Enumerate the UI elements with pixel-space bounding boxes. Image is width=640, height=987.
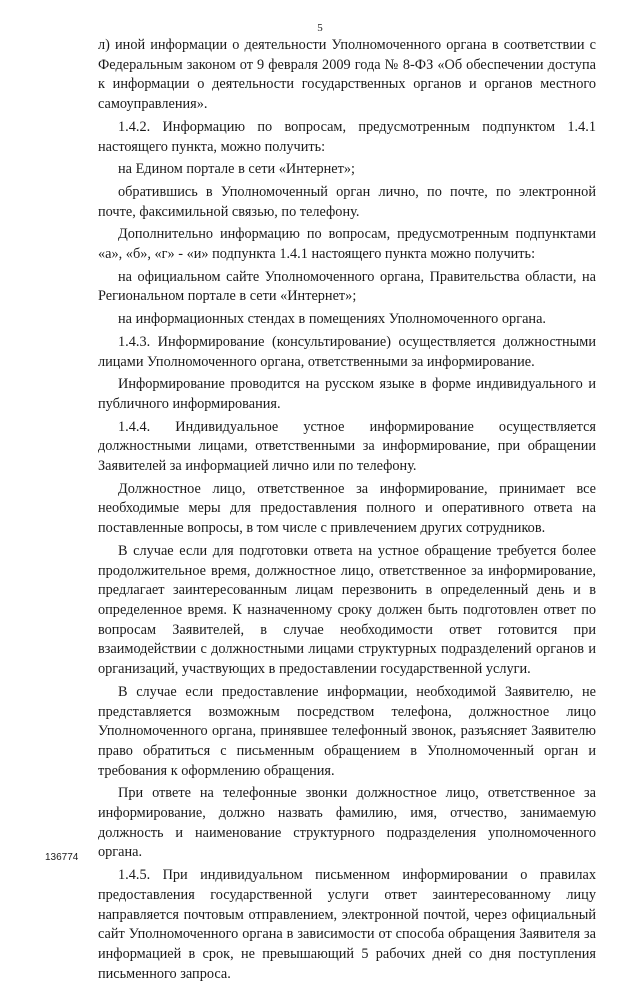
paragraph-1-4-2: 1.4.2. Информацию по вопросам, предусмотренным подпунктом 1.4.1 настоящего пункта, можно получить: <box>98 118 596 155</box>
paragraph-item-l: л) иной информации о деятельности Уполномоченного органа в соответствии с Федеральным законом от 9 февраля 2009 года № 8-ФЗ «Об обеспечении доступа к информации о деятельности государственных органов и органов местного самоуправления». <box>98 37 596 113</box>
paragraph-1-4-5: 1.4.5. При индивидуальном письменном информировании о правилах предоставления государственной услуги ответ заинтересованному лицу направляется почтовым отправлением, электронной почтой, через официальный сайт Уполномоченного органа в зависимости от способа обращения Заявителя за информацией в срок, не превышающий 5 рабочих дней со дня поступления письменного запроса. <box>98 867 596 982</box>
paragraph-phone-calls: При ответе на телефонные звонки должностное лицо, ответственное за информирование, должно назвать фамилию, имя, отчество, занимаемую должность и наименование структурного подразделения уполномоченного органа. <box>98 785 596 861</box>
paragraph-1-4-4: 1.4.4. Индивидуальное устное информирование осуществляется должностными лицами, ответственными за информирование, при обращении Заявителей за информацией лично или по телефону. <box>98 418 596 475</box>
paragraph-unified-portal: на Едином портале в сети «Интернет»; <box>118 161 355 178</box>
paragraph-official-measures: Должностное лицо, ответственное за информирование, принимает все необходимые меры для предоставления полного и оперативного ответа на поставленные вопросы, в том числе с привлечением других сотрудников. <box>98 480 596 537</box>
paragraph-official-site: на официальном сайте Уполномоченного органа, Правительства области, на Региональном портале в сети «Интернет»; <box>98 268 596 305</box>
paragraph-written-appeal: В случае если предоставление информации, необходимой Заявителю, не представляется возможным посредством телефона, должностное лицо Уполномоченного органа, принявшее телефонный звонок, разъясняет Заявителю право обратиться с письменным обращением в Уполномоченный орган и требования к оформлению обращения. <box>98 683 596 779</box>
paragraph-info-stands: на информационных стендах в помещениях Уполномоченного органа. <box>118 311 546 328</box>
paragraph-language: Информирование проводится на русском языке в форме индивидуального и публичного информирования. <box>98 376 596 412</box>
document-body <box>98 36 596 987</box>
footer-code: 136774 <box>45 852 79 863</box>
paragraph-callback: В случае если для подготовки ответа на устное обращение требуется более продолжительное время, должностное лицо, ответственное за информирование, предлагает заинтересованным лицам перезвонить в определенный день и в определенное время. К назначенному сроку должен быть подготовлен ответ по вопросам Заявителей, в случае необходимости ответ готовится при взаимодействии с должностными лицами структурных подразделений органов и организаций, участвующих в предоставлении государственной услуги. <box>98 542 596 678</box>
paragraph-additional-info: Дополнительно информацию по вопросам, предусмотренным подпунктами «а», «б», «г» - «и» подпункта 1.4.1 настоящего пункта можно получить: <box>98 226 596 263</box>
paragraph-1-4-3: 1.4.3. Информирование (консультирование) осуществляется должностными лицами Уполномоченного органа, ответственными за информирование. <box>98 333 596 370</box>
page-number: 5 <box>317 22 323 34</box>
paragraph-contact-methods: обратившись в Уполномоченный орган лично, по почте, по электронной почте, факсимильной связью, по телефону. <box>98 183 596 220</box>
